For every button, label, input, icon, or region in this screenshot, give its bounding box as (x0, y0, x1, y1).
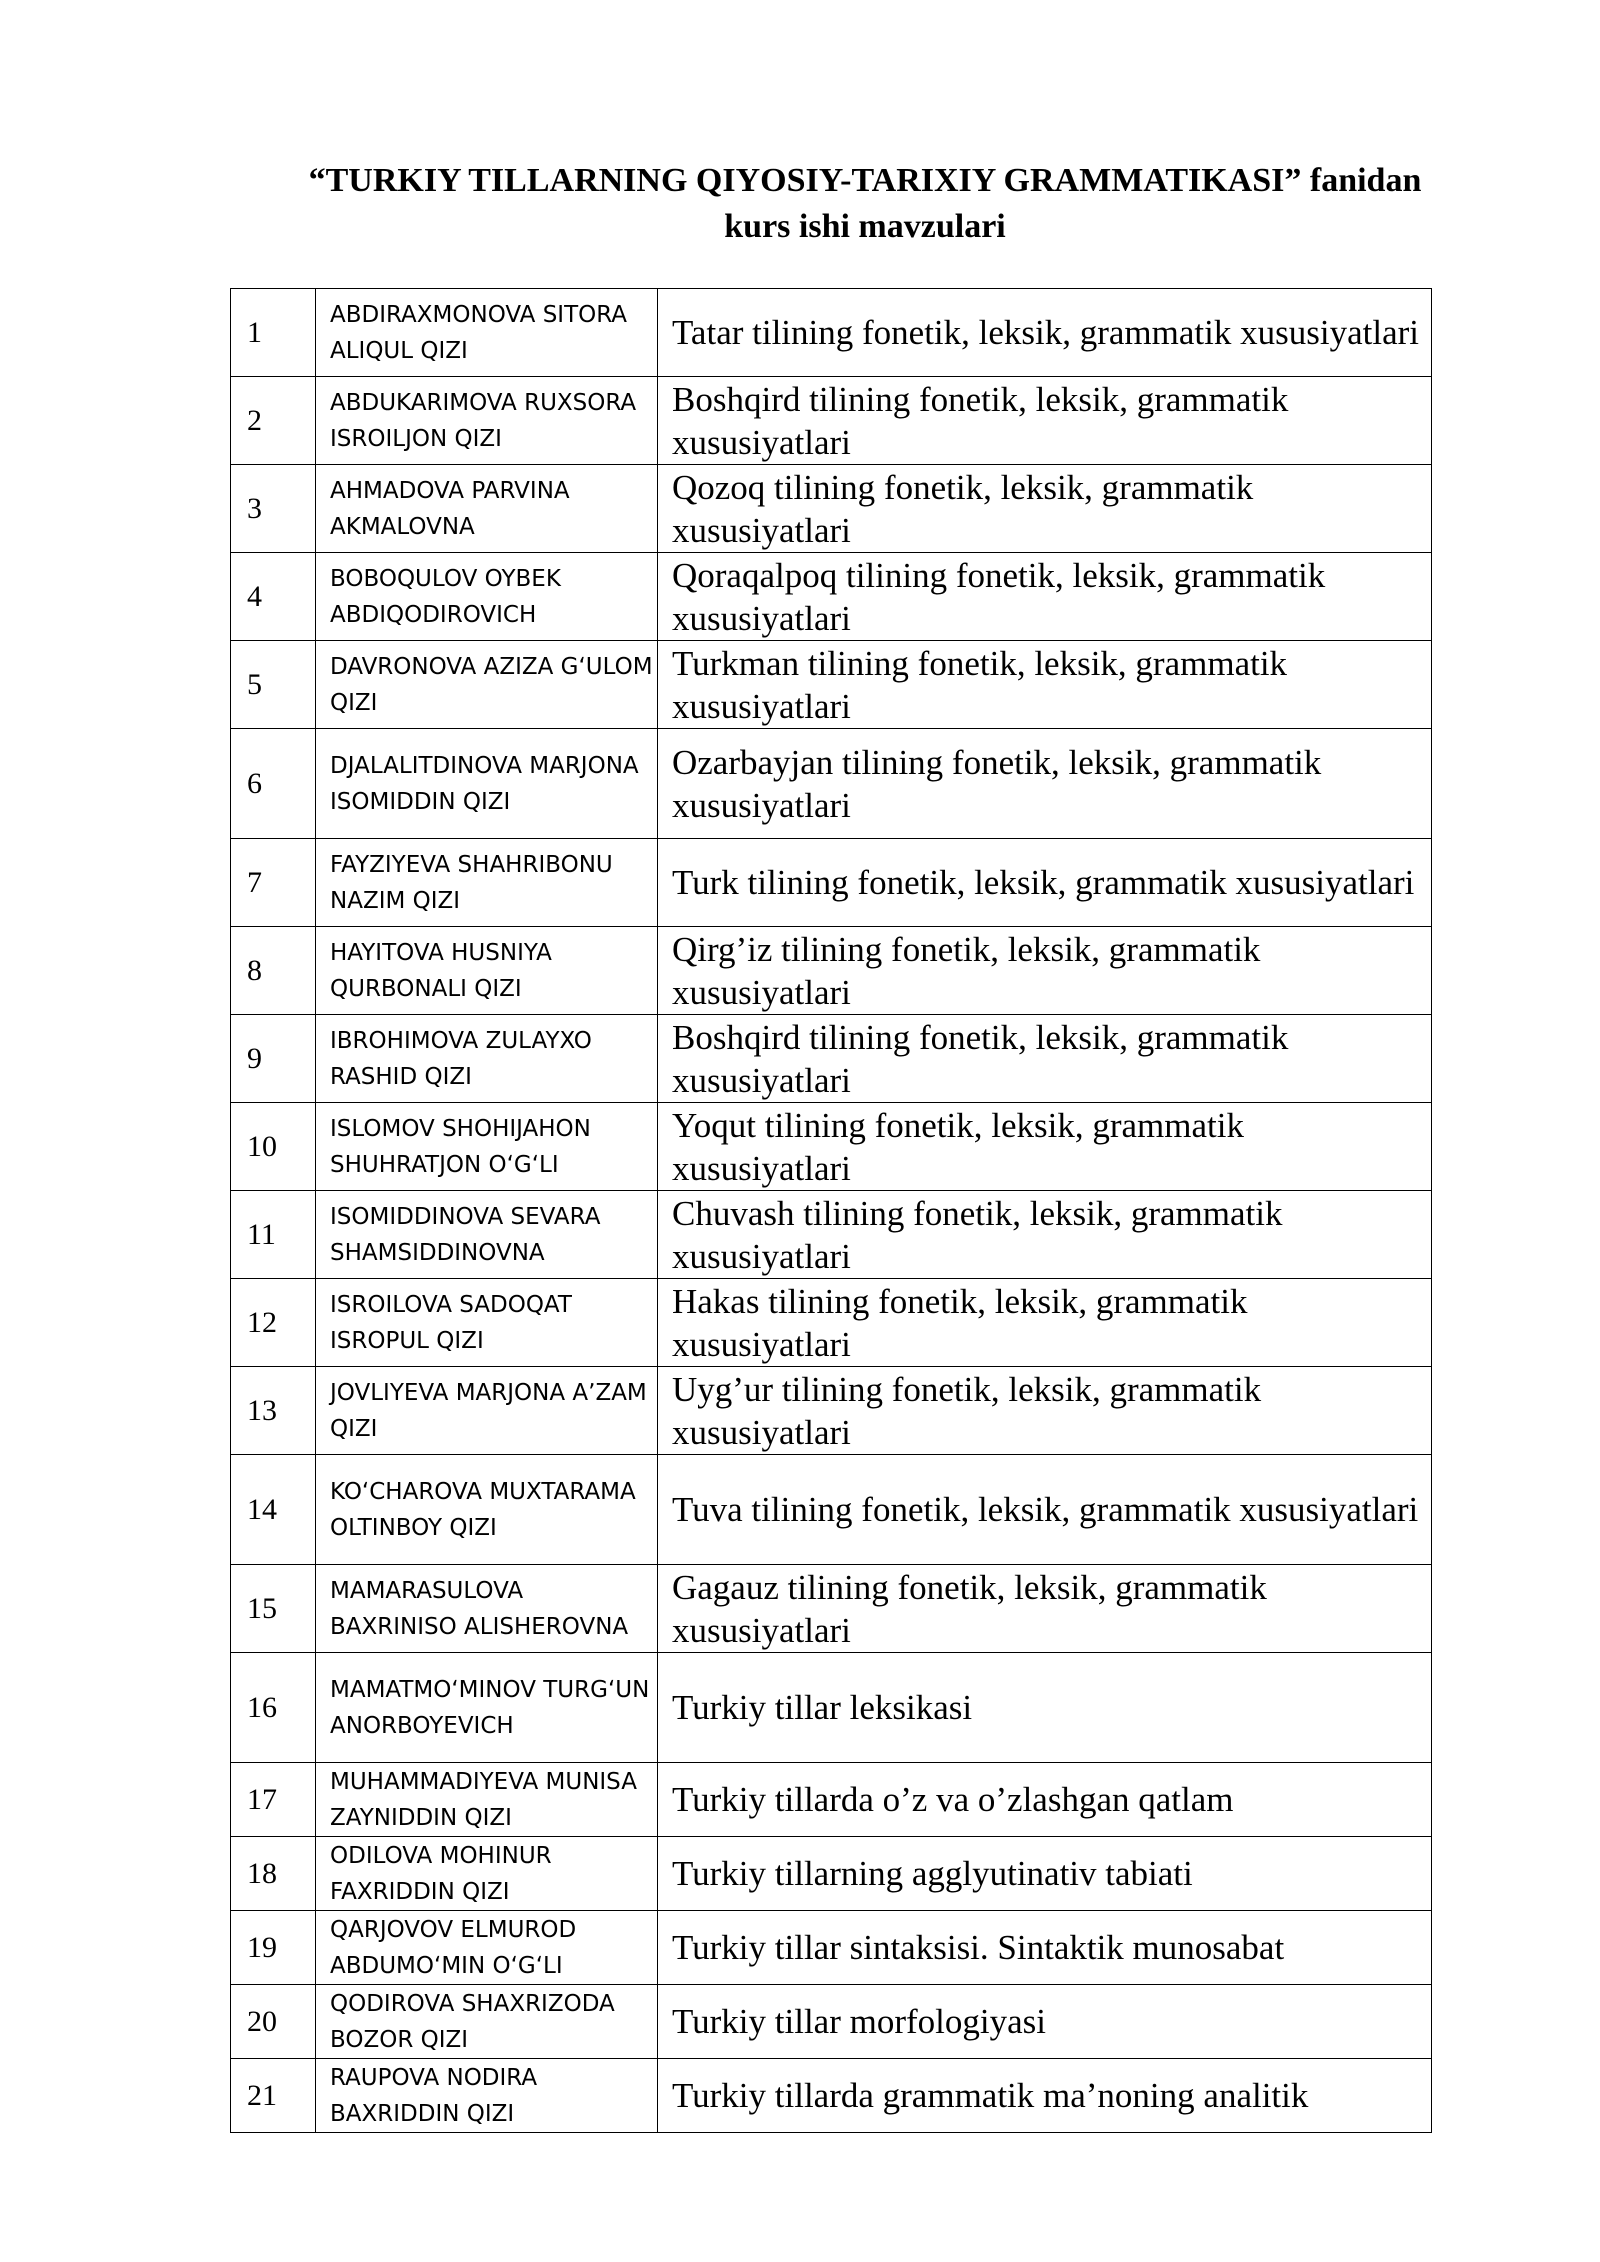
coursework-topic: Turkiy tillarda o’z va o’zlashgan qatlam (658, 1763, 1432, 1837)
coursework-topic: Turkman tilining fonetik, leksik, grammatik xususiyatlari (658, 641, 1432, 729)
student-name: ISLOMOV SHOHIJAHON SHUHRATJON OʻGʻLI (316, 1103, 658, 1191)
row-number: 20 (231, 1985, 316, 2059)
table-row (231, 729, 1432, 839)
student-name: ABDIRAXMONOVA SITORA ALIQUL QIZI (316, 289, 658, 377)
table-row (231, 1191, 1432, 1279)
table-row (231, 553, 1432, 641)
table-row (231, 1653, 1432, 1763)
title-line-1: “TURKIY TILLARNING QIYOSIY-TARIXIY GRAMMATIKASI” fanidan (308, 162, 1422, 199)
coursework-topic: Yoqut tilining fonetik, leksik, grammatik xususiyatlari (658, 1103, 1432, 1191)
student-name: HAYITOVA HUSNIYA QURBONALI QIZI (316, 927, 658, 1015)
table-row (231, 1103, 1432, 1191)
table-row (231, 1367, 1432, 1455)
topics-table (230, 288, 1432, 2133)
coursework-topic: Hakas tilining fonetik, leksik, grammatik xususiyatlari (658, 1279, 1432, 1367)
student-name: KOʻCHAROVA MUXTARAMA OLTINBOY QIZI (316, 1455, 658, 1565)
coursework-topic: Turkiy tillar leksikasi (658, 1653, 1432, 1763)
student-name: RAUPOVA NODIRA BAXRIDDIN QIZI (316, 2059, 658, 2133)
table-row (231, 927, 1432, 1015)
row-number: 8 (231, 927, 316, 1015)
student-name: ISOMIDDINOVA SEVARA SHAMSIDDINOVNA (316, 1191, 658, 1279)
coursework-topic: Tuva tilining fonetik, leksik, grammatik xususiyatlari (658, 1455, 1432, 1565)
table-row (231, 1565, 1432, 1653)
title-line-2: kurs ishi mavzulari (724, 208, 1006, 245)
coursework-topic: Turkiy tillarda grammatik maʼnoning analitik (658, 2059, 1432, 2133)
table-row (231, 1911, 1432, 1985)
student-name: BOBOQULOV OYBEK ABDIQODIROVICH (316, 553, 658, 641)
document-title (200, 158, 1530, 250)
table-row (231, 289, 1432, 377)
student-name: AHMADOVA PARVINA AKMALOVNA (316, 465, 658, 553)
row-number: 2 (231, 377, 316, 465)
student-name: IBROHIMOVA ZULAYXO RASHID QIZI (316, 1015, 658, 1103)
row-number: 17 (231, 1763, 316, 1837)
coursework-topic: Turk tilining fonetik, leksik, grammatik xususiyatlari (658, 839, 1432, 927)
coursework-topic: Boshqird tilining fonetik, leksik, grammatik xususiyatlari (658, 377, 1432, 465)
row-number: 4 (231, 553, 316, 641)
table-row (231, 465, 1432, 553)
row-number: 12 (231, 1279, 316, 1367)
coursework-topic: Qoraqalpoq tilining fonetik, leksik, grammatik xususiyatlari (658, 553, 1432, 641)
row-number: 14 (231, 1455, 316, 1565)
table-row (231, 1763, 1432, 1837)
row-number: 21 (231, 2059, 316, 2133)
student-name: MAMARASULOVA BAXRINISO ALISHEROVNA (316, 1565, 658, 1653)
coursework-topic: Turkiy tillar sintaksisi. Sintaktik munosabat (658, 1911, 1432, 1985)
student-name: QODIROVA SHAXRIZODA BOZOR QIZI (316, 1985, 658, 2059)
row-number: 18 (231, 1837, 316, 1911)
table-row (231, 2059, 1432, 2133)
student-name: FAYZIYEVA SHAHRIBONU NAZIM QIZI (316, 839, 658, 927)
row-number: 16 (231, 1653, 316, 1763)
coursework-topic: Ozarbayjan tilining fonetik, leksik, grammatik xususiyatlari (658, 729, 1432, 839)
row-number: 13 (231, 1367, 316, 1455)
row-number: 9 (231, 1015, 316, 1103)
row-number: 19 (231, 1911, 316, 1985)
coursework-topic: Tatar tilining fonetik, leksik, grammatik xususiyatlari (658, 289, 1432, 377)
table-row (231, 377, 1432, 465)
student-name: ODILOVA MOHINUR FAXRIDDIN QIZI (316, 1837, 658, 1911)
table-row (231, 839, 1432, 927)
coursework-topic: Turkiy tillar morfologiyasi (658, 1985, 1432, 2059)
coursework-topic: Boshqird tilining fonetik, leksik, grammatik xususiyatlari (658, 1015, 1432, 1103)
student-name: QARJOVOV ELMUROD ABDUMOʻMIN OʻGʻLI (316, 1911, 658, 1985)
row-number: 1 (231, 289, 316, 377)
row-number: 6 (231, 729, 316, 839)
coursework-topic: Qozoq tilining fonetik, leksik, grammatik xususiyatlari (658, 465, 1432, 553)
table-row (231, 1015, 1432, 1103)
row-number: 3 (231, 465, 316, 553)
student-name: ABDUKARIMOVA RUXSORA ISROILJON QIZI (316, 377, 658, 465)
table-row (231, 1279, 1432, 1367)
student-name: DJALALITDINOVA MARJONA ISOMIDDIN QIZI (316, 729, 658, 839)
coursework-topic: Uyg’ur tilining fonetik, leksik, grammatik xususiyatlari (658, 1367, 1432, 1455)
table-row (231, 641, 1432, 729)
table-row (231, 1837, 1432, 1911)
table-row (231, 1455, 1432, 1565)
student-name: JOVLIYEVA MARJONA AʼZAM QIZI (316, 1367, 658, 1455)
topics-table-body (231, 289, 1432, 2133)
row-number: 15 (231, 1565, 316, 1653)
student-name: MUHAMMADIYEVA MUNISA ZAYNIDDIN QIZI (316, 1763, 658, 1837)
row-number: 11 (231, 1191, 316, 1279)
student-name: DAVRONOVA AZIZA GʻULOM QIZI (316, 641, 658, 729)
row-number: 7 (231, 839, 316, 927)
student-name: ISROILOVA SADOQAT ISROPUL QIZI (316, 1279, 658, 1367)
student-name: MAMATMOʻMINOV TURGʻUN ANORBOYEVICH (316, 1653, 658, 1763)
row-number: 5 (231, 641, 316, 729)
coursework-topic: Chuvash tilining fonetik, leksik, grammatik xususiyatlari (658, 1191, 1432, 1279)
table-row (231, 1985, 1432, 2059)
coursework-topic: Gagauz tilining fonetik, leksik, grammatik xususiyatlari (658, 1565, 1432, 1653)
coursework-topic: Turkiy tillarning agglyutinativ tabiati (658, 1837, 1432, 1911)
coursework-topic: Qirg’iz tilining fonetik, leksik, grammatik xususiyatlari (658, 927, 1432, 1015)
row-number: 10 (231, 1103, 316, 1191)
